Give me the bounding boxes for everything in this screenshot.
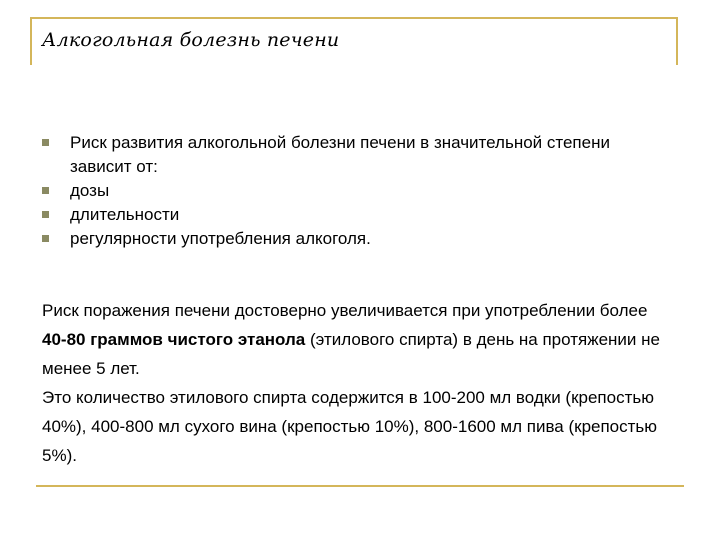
- bullet-item: [42, 203, 662, 227]
- bullet-text: дозы: [70, 181, 110, 200]
- slide-title: Алкогольная болезнь печени: [42, 29, 340, 51]
- frame-top-line: [30, 17, 678, 19]
- frame-left-line: [30, 17, 32, 65]
- paragraph-risk: [42, 296, 670, 383]
- frame-right-line: [676, 17, 678, 65]
- paragraph-risk-end: (этилового спирта) в день на протяжении не менее 5 лет.: [42, 330, 660, 378]
- square-bullet-icon: [42, 139, 49, 146]
- bullet-list: [42, 131, 662, 251]
- square-bullet-icon: [42, 235, 49, 242]
- bullet-item: [42, 131, 662, 179]
- bullet-item: [42, 227, 662, 251]
- square-bullet-icon: [42, 187, 49, 194]
- frame-bottom-line: [36, 485, 684, 487]
- bullet-item: [42, 179, 662, 203]
- paragraph-amounts: Это количество этилового спирта содержится в 100-200 мл водки (крепостью 40%), 400-800 мл сухого вина (крепостью 10%), 800-1600 мл пива (крепостью 5%).: [42, 388, 658, 465]
- bullet-text: регулярности употребления алкоголя.: [70, 229, 371, 248]
- body-text: [42, 296, 670, 470]
- bullet-text: длительности: [70, 205, 180, 224]
- paragraph-risk-bold: 40-80 граммов чистого этанола: [42, 330, 306, 349]
- square-bullet-icon: [42, 211, 49, 218]
- bullet-text: Риск развития алкогольной болезни печени в значительной степени зависит от:: [70, 133, 610, 176]
- paragraph-risk-start: Риск поражения печени достоверно увеличивается при употреблении более: [42, 301, 648, 320]
